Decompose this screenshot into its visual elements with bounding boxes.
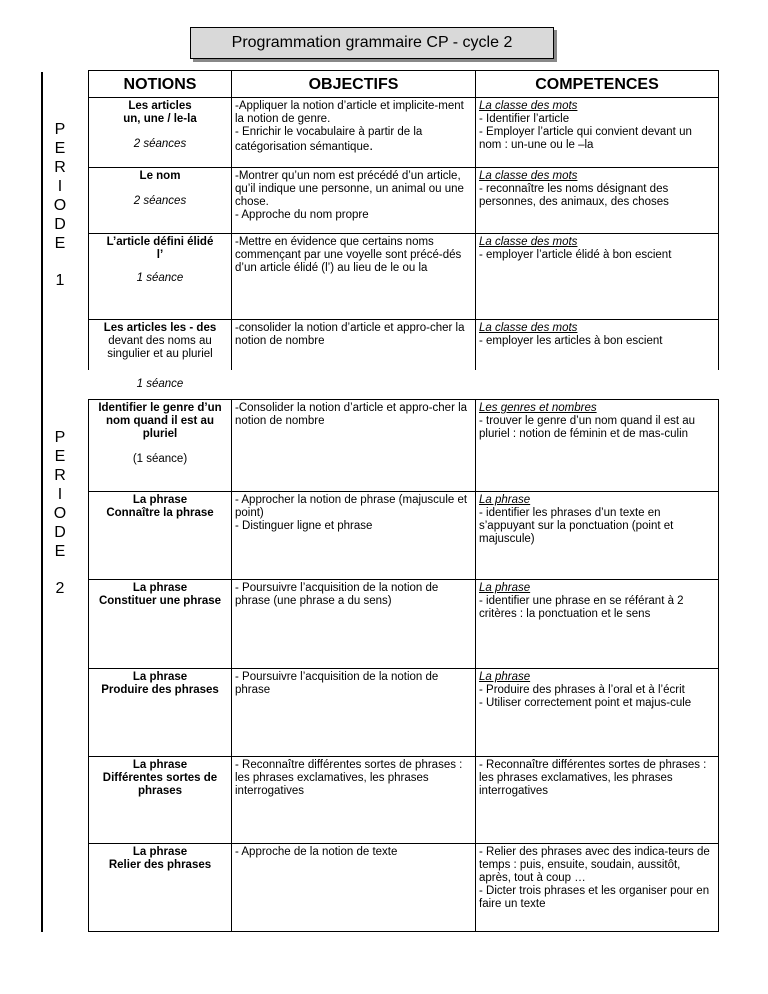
table-row (89, 844, 719, 932)
notion-cell: L’article défini élidé l’ 1 séance (89, 234, 232, 320)
category-label: La classe des mots (479, 100, 578, 112)
notion-cell: Identifier le genre d’un nom quand il est au pluriel (1 séance) (89, 400, 232, 492)
table-row (89, 669, 719, 757)
competences-cell: - Reconnaître différentes sortes de phrases : les phrases exclamatives, les phrases interrogatives (476, 757, 719, 844)
objectifs-cell: - Reconnaître différentes sortes de phrases : les phrases exclamatives, les phrases interrogatives (232, 757, 476, 844)
notion-cell: Les articles un, une / le-la 2 séances (89, 98, 232, 168)
objectifs-cell: -Mettre en évidence que certains noms commençant par une voyelle sont précé-dés d’un article élidé (l’) au lieu de le ou la (232, 234, 476, 320)
category-label: La phrase (479, 582, 531, 594)
competences-cell: La classe des mots - reconnaître les noms désignant des personnes, des animaux, des choses (476, 168, 719, 234)
category-label: Les genres et nombres (479, 402, 597, 414)
table-row (89, 400, 719, 492)
competences-cell: La classe des mots - Identifier l’article - Employer l’article qui convient devant un nom : un-une ou le –la (476, 98, 719, 168)
periode-2-number: 2 (55, 580, 65, 597)
competences-cell: Les genres et nombres - trouver le genre d’un nom quand il est au pluriel : notion de féminin et de mas-culin (476, 400, 719, 492)
category-label: La phrase (479, 494, 531, 506)
header-objectifs: OBJECTIFS (232, 71, 476, 98)
objectifs-cell: -Appliquer la notion d’article et implicite-ment la notion de genre. - Enrichir le vocabulaire à partir de la catégorisation sémantique. (232, 98, 476, 168)
notion-cell: Le nom 2 séances (89, 168, 232, 234)
competences-cell: La classe des mots - employer les articles à bon escient (476, 320, 719, 370)
notion-cell: La phrase Connaître la phrase (89, 492, 232, 580)
objectifs-cell: - Approcher la notion de phrase (majuscule et point) - Distinguer ligne et phrase (232, 492, 476, 580)
competences-cell: La phrase - identifier une phrase en se référant à 2 critères : la ponctuation et le sens (476, 580, 719, 669)
notion-cell: Les articles les - des devant des noms au singulier et au pluriel (89, 320, 232, 370)
category-label: La phrase (479, 671, 531, 683)
periode-1-label: P E R I O D E 1 (48, 120, 72, 290)
table-row (89, 320, 719, 370)
objectifs-cell: - Approche de la notion de texte (232, 844, 476, 932)
objectifs-cell: - Poursuivre l’acquisition de la notion de phrase (une phrase a du sens) (232, 580, 476, 669)
table-row (89, 98, 719, 168)
objectifs-cell: - Poursuivre l’acquisition de la notion de phrase (232, 669, 476, 757)
category-label: La classe des mots (479, 322, 578, 334)
competences-cell: La phrase - Produire des phrases à l’oral et à l’écrit - Utiliser correctement point et majus-cule (476, 669, 719, 757)
competences-cell: La phrase - identifier les phrases d’un texte en s’appuyant sur la ponctuation (point et majuscule) (476, 492, 719, 580)
page-title: Programmation grammaire CP - cycle 2 (190, 27, 554, 59)
category-label: La classe des mots (479, 236, 578, 248)
seance-cell: 1 séance (89, 370, 232, 400)
table-row (89, 492, 719, 580)
competences-cell: La classe des mots - employer l’article élidé à bon escient (476, 234, 719, 320)
category-label: La classe des mots (479, 170, 578, 182)
table-row (89, 580, 719, 669)
header-notions: NOTIONS (89, 71, 232, 98)
notion-cell: La phrase Différentes sortes de phrases (89, 757, 232, 844)
header-row (89, 71, 719, 98)
programmation-table (88, 70, 719, 932)
objectifs-cell: -Montrer qu’un nom est précédé d’un article, qu’il indique une personne, un animal ou une chose. - Approche du nom propre (232, 168, 476, 234)
table-row (89, 168, 719, 234)
header-competences: COMPETENCES (476, 71, 719, 98)
notion-cell: La phrase Constituer une phrase (89, 580, 232, 669)
notion-cell: La phrase Produire des phrases (89, 669, 232, 757)
table-row (89, 757, 719, 844)
periode-1-number: 1 (55, 272, 65, 289)
periode-2-label: P E R I O D E 2 (48, 428, 72, 598)
notion-cell: La phrase Relier des phrases (89, 844, 232, 932)
competences-cell: - Relier des phrases avec des indica-teurs de temps : puis, ensuite, soudain, aussitôt, après, tout à coup … - Dicter trois phrases et les organiser pour en faire un texte (476, 844, 719, 932)
seance-row (89, 370, 719, 400)
objectifs-cell: -consolider la notion d’article et appro-cher la notion de nombre (232, 320, 476, 370)
objectifs-cell: -Consolider la notion d’article et appro-cher la notion de nombre (232, 400, 476, 492)
table-row (89, 234, 719, 320)
left-margin-line (41, 72, 43, 932)
